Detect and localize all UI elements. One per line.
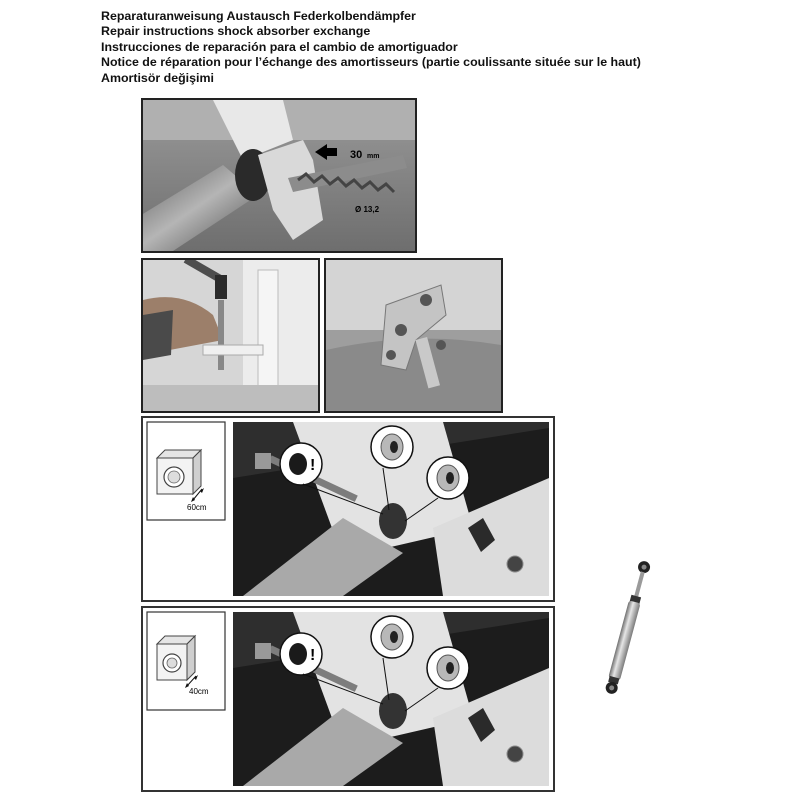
title-french: Notice de réparation pour l’échange des amortisseurs (partie coulissante située sur le haut): [101, 55, 641, 70]
warning-mark: !: [310, 647, 316, 664]
hammer-illustration: [143, 260, 318, 411]
title-turkish: Amortisör değişimi: [101, 70, 214, 85]
title-german: Reparaturanweisung Austausch Federkolbendämpfer: [101, 9, 416, 23]
bracket-illustration: [326, 260, 501, 411]
step4-photo: [233, 422, 549, 596]
step4-panel: [141, 416, 555, 602]
step3-photo: [324, 258, 503, 413]
step4-illustration: [143, 418, 553, 600]
hammer-head-icon: [215, 275, 227, 299]
arrow-distance-value: 30: [350, 149, 363, 161]
pin-punch: [218, 300, 224, 370]
washing-machine-icon: [157, 636, 195, 680]
arrow-distance-unit: mm: [367, 153, 380, 160]
size-label-60cm: 60cm: [187, 503, 207, 512]
shock-absorber-icon: [593, 555, 663, 700]
pin-removal-illustration: [143, 100, 415, 251]
instruction-titles: [101, 9, 641, 86]
warning-mark: !: [310, 457, 316, 474]
step5-panel: [141, 606, 555, 792]
step5-illustration: [143, 608, 553, 790]
shock-absorber-cylinder: [608, 600, 640, 680]
shock-absorber-product-image: [593, 555, 663, 700]
step2-photo: [141, 258, 320, 413]
title-english: Repair instructions shock absorber exchange: [101, 24, 371, 39]
size-label-40cm: 40cm: [189, 687, 209, 696]
step1-photo: [141, 98, 417, 253]
pin-diameter-label: Ø 13,2: [355, 205, 380, 214]
washing-machine-icon: [157, 450, 201, 494]
step5-photo: [233, 612, 549, 786]
title-spanish: Instrucciones de reparación para el cambio de amortiguador: [101, 39, 458, 54]
